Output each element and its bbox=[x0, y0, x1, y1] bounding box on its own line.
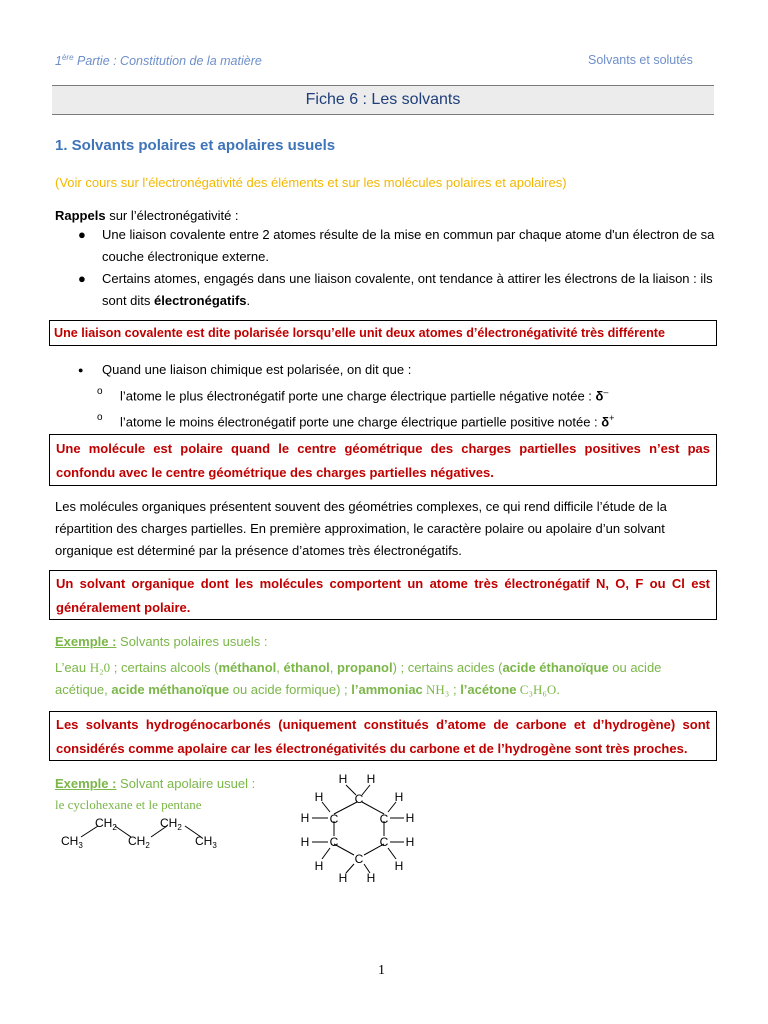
list-item: ● Une liaison covalente entre 2 atomes résulte de la mise en commun par chaque atome d'un électron de sa couche électronique externe. bbox=[75, 224, 725, 268]
list-item: ● Certains atomes, engagés dans une liaison covalente, ont tendance à attirer les électrons de la liaison : ils sont dits électronégatifs. bbox=[75, 268, 725, 312]
ch2-group: $CH_2$ bbox=[128, 834, 150, 850]
polarised-bond-list bbox=[75, 359, 725, 434]
definition-box-organic-solvent: Un solvant organique dont les molécules comportent un atome très électronégatif N, O, F ou Cl est généralement polaire. bbox=[49, 570, 717, 620]
ch2-group: $CH_2$ bbox=[160, 816, 182, 832]
carbon-atom: C bbox=[379, 835, 389, 849]
example-apolar-subtitle: le cyclohexane et le pentane bbox=[55, 797, 202, 812]
running-header-left: 1ère Partie : Constitution de la matière bbox=[55, 53, 262, 69]
page-title: Fiche 6 : Les solvants bbox=[305, 91, 461, 108]
hydrogen-atom: H bbox=[366, 871, 376, 885]
list-item: ● Quand une liaison chimique est polarisée, on dit que : bbox=[75, 359, 725, 381]
ch3-group: $CH_3$ bbox=[61, 834, 83, 850]
bond bbox=[388, 848, 396, 859]
body-paragraph: Les molécules organiques présentent souvent des géométries complexes, ce qui rend difficile l’étude de la répartition des charges partielles. En première approximation, le caractère polaire ou apolaire d’un solvant organique est déterminé par la présence d’atomes très électronégatifs. bbox=[55, 499, 667, 558]
circle-bullet-icon: o bbox=[97, 412, 103, 424]
reference-note: (Voir cours sur l’électronégativité des éléments et sur les molécules polaires et apolaires) bbox=[55, 175, 567, 190]
carbon-atom: C bbox=[329, 812, 339, 826]
bullet-icon: ● bbox=[78, 227, 86, 242]
rappels-bullet-list bbox=[75, 224, 725, 312]
carbon-atom: C bbox=[379, 812, 389, 826]
hydrogen-atom: H bbox=[405, 835, 415, 849]
hydrogen-atom: H bbox=[394, 790, 404, 804]
definition-box-polarised-bond: Une liaison covalente est dite polarisée lorsqu’elle unit deux atomes d’électronégativité très différente bbox=[49, 320, 717, 346]
hydrogen-atom: H bbox=[405, 811, 415, 825]
cyclohexane-formula bbox=[290, 766, 430, 891]
hydrogen-atom: H bbox=[314, 790, 324, 804]
definition-box-polar-molecule: Une molécule est polaire quand le centre géométrique des charges partielles positives n’est pas confondu avec le centre géométrique des charges partielles négatives. bbox=[49, 434, 717, 486]
circle-bullet-icon: o bbox=[97, 386, 103, 397]
ch2-group: $CH_2$ bbox=[95, 816, 117, 832]
bond bbox=[322, 848, 330, 859]
section-heading: 1. Solvants polaires et apolaires usuels bbox=[55, 137, 336, 154]
definition-box-hydrocarbons: Les solvants hydrogénocarbonés (uniquement constitués d’atome de carbone et d’hydrogène) sont considérés comme apolaire car les électronégativités du carbone et de l’hydrogène sont très proches. bbox=[49, 711, 717, 761]
example-polar-heading: Exemple : Solvants polaires usuels : bbox=[55, 634, 268, 649]
page-number: 1 bbox=[378, 963, 385, 978]
running-header-right: Solvants et solutés bbox=[588, 53, 693, 67]
hydrogen-atom: H bbox=[300, 835, 310, 849]
bullet-icon: ● bbox=[78, 271, 86, 286]
title-band bbox=[52, 85, 714, 115]
hydrogen-atom: H bbox=[366, 772, 376, 786]
bullet-icon: ● bbox=[78, 365, 84, 375]
ch3-group: $CH_3$ bbox=[195, 834, 217, 850]
hydrogen-atom: H bbox=[300, 811, 310, 825]
hydrogen-atom: H bbox=[338, 772, 348, 786]
hydrogen-atom: H bbox=[314, 859, 324, 873]
carbon-atom: C bbox=[329, 835, 339, 849]
rappels-line: Rappels sur l’électronégativité : bbox=[55, 208, 239, 223]
pentane-formula bbox=[55, 810, 235, 855]
hydrogen-atom: H bbox=[394, 859, 404, 873]
carbon-atom: C bbox=[354, 792, 364, 806]
carbon-atom: C bbox=[354, 852, 364, 866]
list-item: o l’atome le plus électronégatif porte une charge électrique partielle négative notée : δ– bbox=[48, 381, 725, 407]
hydrogen-atom: H bbox=[338, 871, 348, 885]
example-apolar-heading: Exemple : Solvant apolaire usuel : bbox=[55, 776, 256, 791]
example-polar-list: L’eau H₂0 ; certains alcools (méthanol, éthanol, propanol) ; certains acides (acide éthanoïque ou acide acétique, acide méthanoïque ou acide formique) ; l’ammoniac NH₃ ; l’acétone C₃H₆O. bbox=[55, 660, 662, 697]
list-item: o l’atome le moins électronégatif porte une charge électrique partielle positive notée : δ+ bbox=[48, 407, 725, 433]
